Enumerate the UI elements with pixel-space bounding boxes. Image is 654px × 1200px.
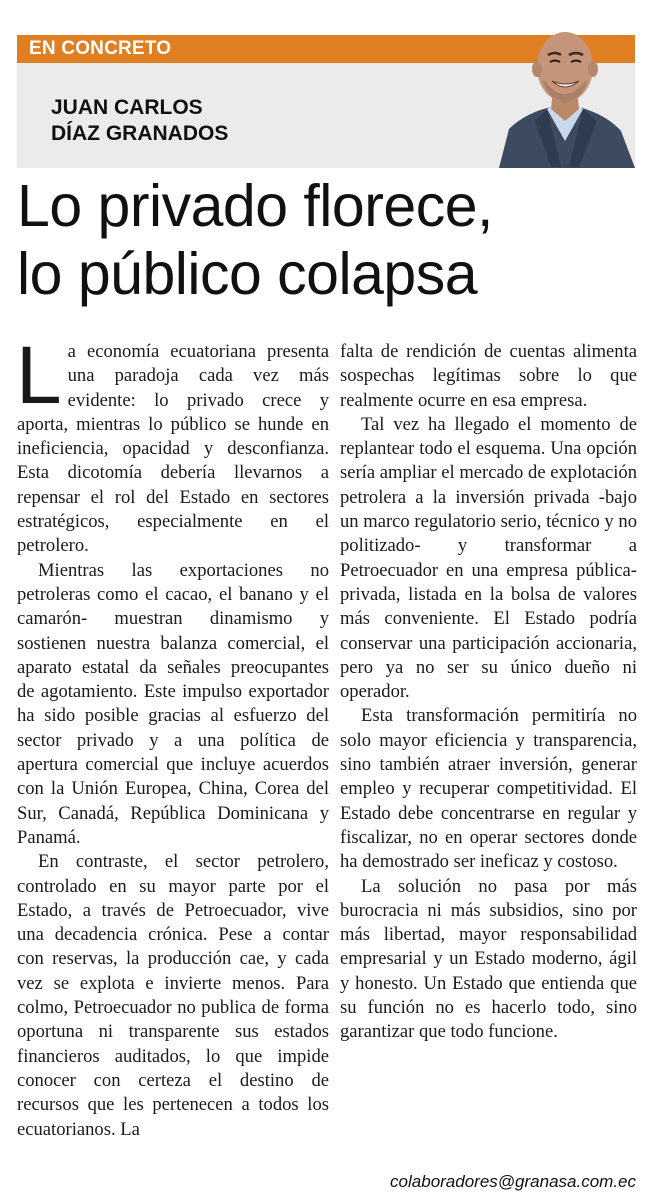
headline xyxy=(17,172,637,308)
section-label: EN CONCRETO xyxy=(29,38,172,59)
paragraph: Mientras las exportaciones no petroleras como el cacao, el banano y el camarón- muestran dinamismo y sostienen nuestra balanza comercial, el aparato estatal da señales preocupantes de agotamiento. Este impulso exportador ha sido posible gracias al esfuerzo del sector privado y a una política de apertura comercial que incluye acuerdos con la Unión Europea, China, Corea del Sur, Canadá, República Dominicana y Panamá. xyxy=(17,559,329,848)
author-name xyxy=(51,95,228,147)
paragraph-text: a economía ecuatoriana presenta una paradoja cada vez más evidente: lo privado crece y aporta, mientras lo público se hunde en ineficiencia, opacidad y desconfianza. Esta dicotomía debería llevarnos a repensar el rol del Estado en sectores estratégicos, especialmente en el petrolero. xyxy=(17,341,329,557)
column-header xyxy=(17,35,635,168)
paragraph: La solución no pasa por más burocracia ni más subsidios, sino por más libertad, mayor responsabilidad empresarial y un Estado moderno, ágil y honesto. Un Estado que entienda que su función no es hacerlo todo, sino garantizar que todo funcione. xyxy=(340,875,637,1043)
author-first-name: JUAN CARLOS xyxy=(51,96,203,119)
paragraph: En contraste, el sector petrolero, controlado en su mayor parte por el Estado, a través de Petroecuador, vive una decadencia crónica. Pese a contar con reservas, la producción cae, y cada vez se explota e invierte menos. Para colmo, Petroecuador no publica de forma oportuna ni transparente sus estados financieros auditados, lo que impide conocer con certeza el destino de recursos que les pertenecen a todos los ecuatorianos. La xyxy=(17,851,329,1140)
article-column-2 xyxy=(340,340,637,1045)
paragraph: falta de rendición de cuentas alimenta sospechas legítimas sobre lo que realmente ocurre en esa empresa. xyxy=(340,341,637,411)
paragraph: Esta transformación permitiría no solo mayor eficiencia y transparencia, sino también atraer inversión, generar empleo y recuperar competitividad. El Estado debe concentrarse en regular y fiscalizar, no en operar sectores donde ha demostrado ser ineficaz y costoso. xyxy=(340,705,637,873)
headline-line-2: lo público colapsa xyxy=(17,241,478,307)
paragraph xyxy=(16,330,329,559)
contact-email: colaboradores@granasa.com.ec xyxy=(390,1172,636,1191)
headline-line-1: Lo privado florece, xyxy=(17,173,493,239)
paragraph: Tal vez ha llegado el momento de replantear todo el esquema. Una opción sería ampliar el mercado de explotación petrolera a la inversión privada -bajo un marco regulatorio serio, técnico y no politizado- y transformar a Petroecuador en una empresa pública-privada, listada en la bolsa de valores más conveniente. El Estado podría conservar una participación accionaria, pero ya no ser su único dueño ni operador. xyxy=(340,413,637,703)
drop-cap: L xyxy=(16,330,62,421)
article-column-1 xyxy=(16,330,329,1142)
author-last-name: DÍAZ GRANADOS xyxy=(51,122,229,145)
author-photo xyxy=(495,17,635,168)
